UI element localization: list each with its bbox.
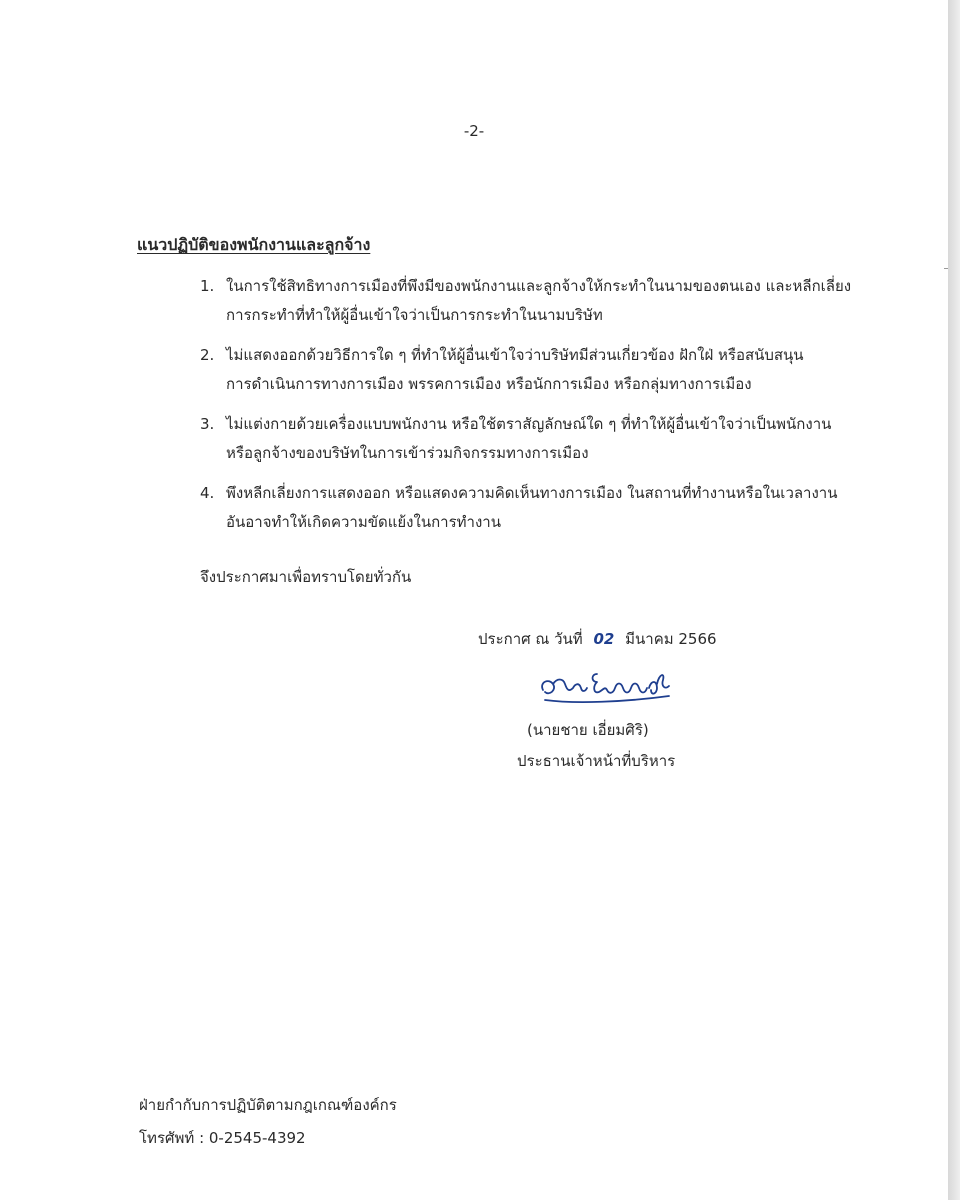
item-line: การดำเนินการทางการเมือง พรรคการเมือง หรือนักการเมือง หรือกลุ่มทางการเมือง <box>226 375 752 393</box>
date-prefix: ประกาศ ณ วันที่ <box>478 630 583 648</box>
handwritten-signature <box>535 660 685 708</box>
guideline-list <box>200 272 890 548</box>
margin-tick-mark <box>944 268 948 269</box>
guideline-item-1 <box>200 272 890 330</box>
item-line: ในการใช้สิทธิทางการเมืองที่พึงมีของพนักงานและลูกจ้างให้กระทำในนามของตนเอง และหลีกเลี่ยง <box>226 277 852 295</box>
item-line: อันอาจทำให้เกิดความขัดแย้งในการทำงาน <box>226 513 501 531</box>
item-line: ไม่แต่งกายด้วยเครื่องแบบพนักงาน หรือใช้ตราสัญลักษณ์ใด ๆ ที่ทำให้ผู้อื่นเข้าใจว่าเป็นพนักงาน <box>226 415 832 433</box>
item-line: การกระทำที่ทำให้ผู้อื่นเข้าใจว่าเป็นการกระทำในนามบริษัท <box>226 306 603 324</box>
closing-statement: จึงประกาศมาเพื่อทราบโดยทั่วกัน <box>200 568 412 586</box>
item-line: พึงหลีกเลี่ยงการแสดงออก หรือแสดงความคิดเห็นทางการเมือง ในสถานที่ทำงานหรือในเวลางาน <box>226 484 838 502</box>
item-line: หรือลูกจ้างของบริษัทในการเข้าร่วมกิจกรรมทางการเมือง <box>226 444 589 462</box>
signer-name: (นายชาย เอี่ยมศิริ) <box>527 721 649 739</box>
page-number: -2- <box>463 122 485 140</box>
announcement-date <box>478 627 717 651</box>
item-number: 2. <box>200 346 215 364</box>
signer-title: ประธานเจ้าหน้าที่บริหาร <box>517 752 676 770</box>
item-number: 1. <box>200 277 215 295</box>
footer-phone: โทรศัพท์ : 0-2545-4392 <box>139 1129 306 1147</box>
date-month-year: มีนาคม 2566 <box>625 630 717 648</box>
footer-department: ฝ่ายกำกับการปฏิบัติตามกฎเกณฑ์องค์กร <box>139 1096 397 1114</box>
item-number: 3. <box>200 415 215 433</box>
guideline-item-4 <box>200 479 890 537</box>
guideline-item-2 <box>200 341 890 399</box>
guideline-item-3 <box>200 410 890 468</box>
section-heading: แนวปฏิบัติของพนักงานและลูกจ้าง <box>137 235 371 254</box>
item-number: 4. <box>200 484 215 502</box>
date-day: 02 <box>593 630 615 648</box>
item-line: ไม่แสดงออกด้วยวิธีการใด ๆ ที่ทำให้ผู้อื่นเข้าใจว่าบริษัทมีส่วนเกี่ยวข้อง ฝักใฝ่ หรือสนับสนุน <box>226 346 804 364</box>
page-edge-shadow <box>948 0 960 1200</box>
